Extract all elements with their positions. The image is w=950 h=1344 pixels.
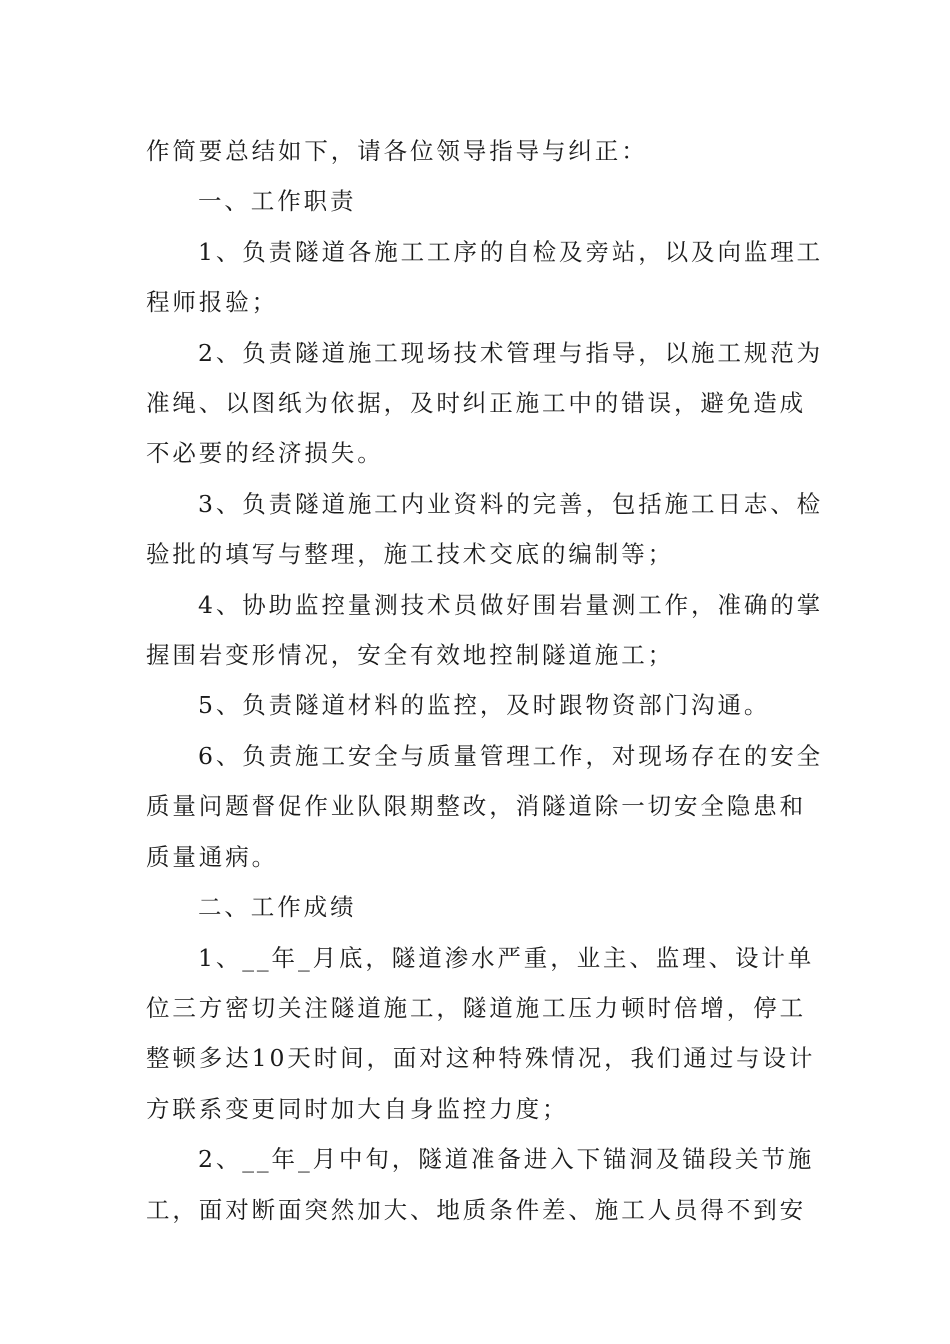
text-line: 2、负责隧道施工现场技术管理与指导，以施工规范为 — [198, 338, 824, 367]
text-line: 质量问题督促作业队限期整改，消隧道除一切安全隐患和 — [146, 792, 806, 821]
paragraph-duty-1 — [146, 227, 824, 328]
text-line: 质量通病。 — [146, 842, 278, 871]
paragraph-achievement-2 — [146, 1134, 815, 1235]
paragraph-duty-2 — [146, 328, 824, 479]
text-line: 一、工作职责 — [198, 187, 357, 216]
paragraph-achievement-1 — [146, 933, 816, 1135]
text-line: 1、__年_月底，隧道渗水严重，业主、监理、设计单 — [198, 943, 815, 972]
text-line: 6、负责施工安全与质量管理工作，对现场存在的安全 — [198, 741, 824, 770]
text-line: 程师报验； — [146, 288, 278, 317]
text-line: 作简要总结如下，请各位领导指导与纠正： — [146, 137, 648, 165]
text-line: 3、负责隧道施工内业资料的完善，包括施工日志、检 — [198, 489, 824, 518]
paragraph-duty-3 — [146, 479, 824, 580]
paragraph-intro — [146, 126, 810, 176]
text-line: 2、__年_月中旬，隧道准备进入下锚洞及锚段关节施 — [198, 1145, 815, 1174]
text-line: 二、工作成绩 — [198, 893, 357, 922]
paragraph-duty-6 — [146, 731, 824, 882]
paragraph-duty-5 — [146, 680, 810, 730]
document-page — [146, 126, 824, 1235]
text-line: 工，面对断面突然加大、地质条件差、施工人员得不到安 — [146, 1195, 806, 1224]
section-heading-responsibilities — [146, 176, 810, 226]
text-line: 1、负责隧道各施工工序的自检及旁站，以及向监理工 — [198, 237, 824, 266]
text-line: 位三方密切关注隧道施工，隧道施工压力顿时倍增，停工 — [146, 993, 806, 1022]
text-line: 准绳、以图纸为依据，及时纠正施工中的错误，避免造成 — [146, 389, 806, 418]
text-line: 整顿多达10天时间，面对这种特殊情况，我们通过与设计 — [146, 1044, 816, 1073]
section-heading-achievements — [146, 882, 810, 932]
text-line: 不必要的经济损失。 — [146, 439, 384, 468]
paragraph-duty-4 — [146, 580, 824, 681]
text-line: 5、负责隧道材料的监控，及时跟物资部门沟通。 — [198, 691, 771, 720]
text-line: 验批的填写与整理，施工技术交底的编制等； — [146, 540, 674, 569]
text-line: 方联系变更同时加大自身监控力度； — [146, 1094, 569, 1123]
text-line: 握围岩变形情况，安全有效地控制隧道施工； — [146, 641, 674, 670]
text-line: 4、协助监控量测技术员做好围岩量测工作，准确的掌 — [198, 590, 824, 619]
